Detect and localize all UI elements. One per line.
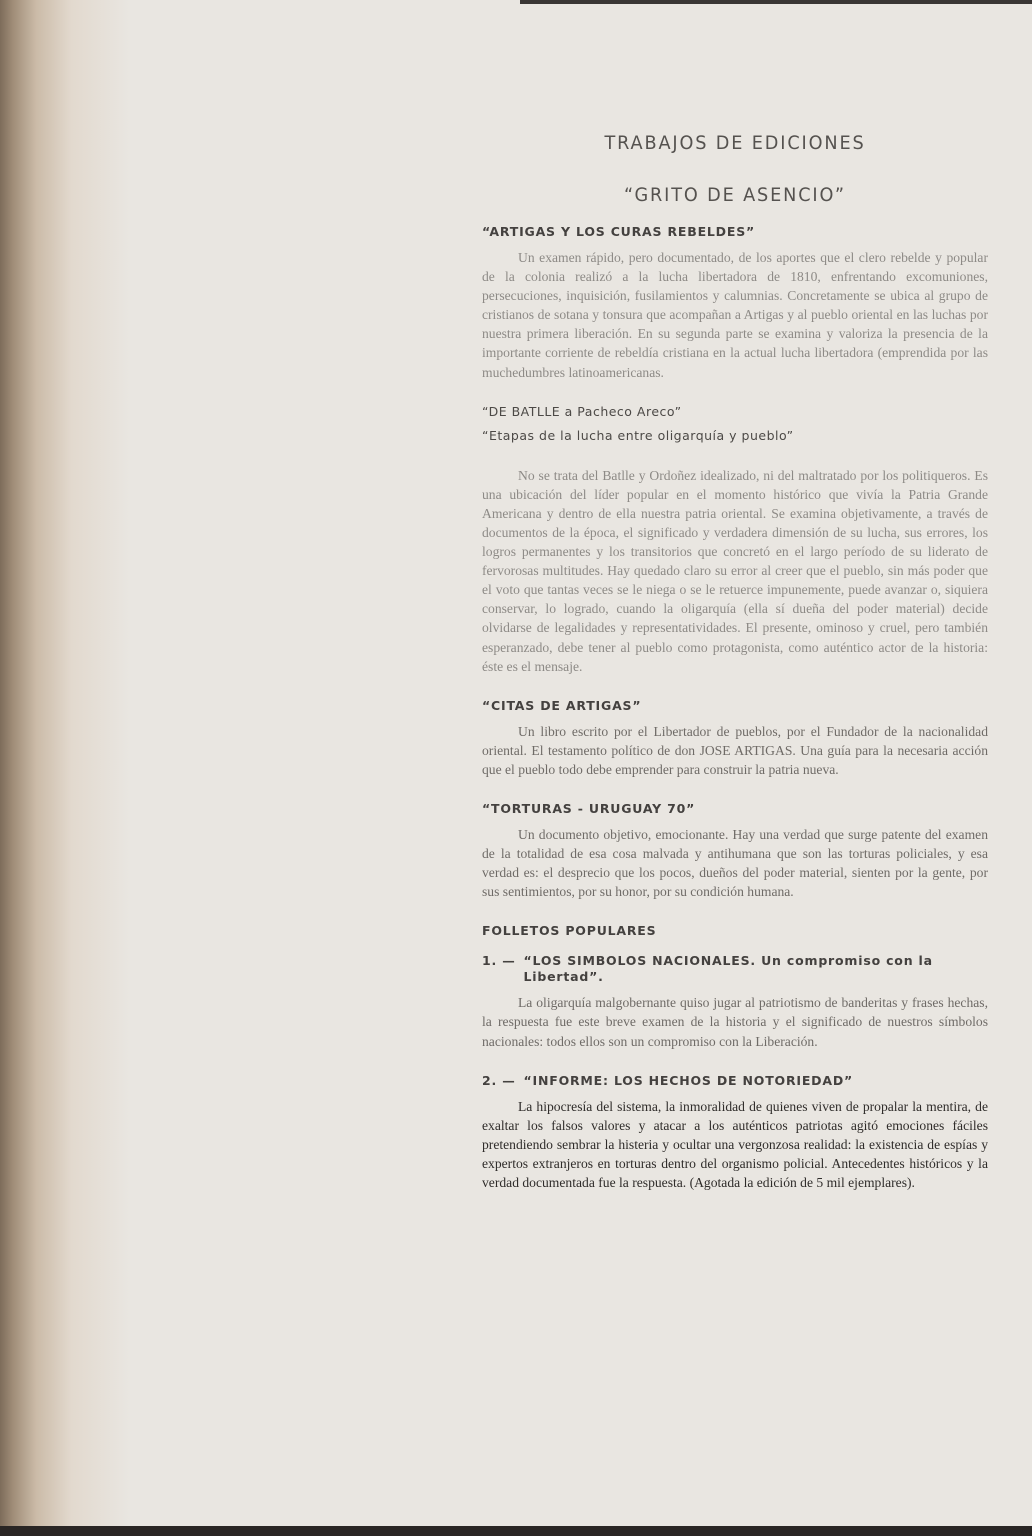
section-title: FOLLETOS POPULARES (482, 923, 657, 939)
section-body: No se trata del Batlle y Ordoñez idealizado, ni del maltratado por los politiqueros. Es una ubicación del líder popular en el momento histórico que vivía la Patria Grande Americana y dentro de ella nuestra patria oriental. Se examina objetivamente, a través de documentos de la época, el significado y verdadera dimensión de su lucha, sus errores, los logros permanentes y los transitorios que concretó en el largo período de su liderato de fervorosas multitudes. Hay quedado claro su error al creer que el pueblo, sin más poder que el voto que tantas veces se le niega o se le retuerce impunemente, puede avanzar o, siquiera conservar, lo logrado, cuando la oligarquía (ella sí dueña del poder material) decide olvidarse de legalidades y representatividades. El presente, ominoso y cruel, pero también esperanzado, debe tener al pueblo como protagonista, como auténtico actor de la historia: éste es el mensaje. (482, 467, 988, 674)
section-body: Un examen rápido, pero documentado, de los aportes que el clero rebelde y popular de la colonia realizó a la lucha libertadora de 1810, enfrentando excomuniones, persecuciones, inquisición, fusilamientos y calumnias. Concretamente se ubica al grupo de cristianos de sotana y tonsura que acompañan a Artigas y al pueblo oriental en las luchas por nuestra primera liberación. En su segunda parte se examina y valoriza la presencia de la importante corriente de rebeldía cristiana en la actual lucha libertadora (emprendida por las muchedumbres latinoamericanas. (482, 250, 988, 380)
book-binding-shadow (0, 0, 130, 1536)
page-title: TRABAJOS DE EDICIONES (604, 132, 866, 154)
list-item-title: “LOS SIMBOLOS NACIONALES. Un compromiso con la Libertad”. (523, 953, 933, 985)
section-batlle-pacheco (482, 404, 988, 676)
list-item-number: 1. — (482, 953, 516, 969)
section-body: Un libro escrito por el Libertador de pueblos, por el Fundador de la nacionalidad oriental. El testamento político de don JOSE ARTIGAS. Una guía para la necesaria acción que el pueblo todo debe emprender para construir la patria nueva. (482, 723, 988, 777)
section-body: Un documento objetivo, emocionante. Hay una verdad que surge patente del examen de la totalidad de esa cosa malvada y antihumana que son las torturas policiales, y esa verdad es: el desprecio que los pocos, dueños del poder material, sienten por la gente, por sus sentimientos, por su honor, por su condición humana. (482, 826, 988, 900)
list-item (482, 1073, 988, 1192)
list-item-number: 2. — (482, 1072, 516, 1088)
list-item-title: “INFORME: LOS HECHOS DE NOTORIEDAD” (523, 1072, 854, 1088)
list-item-body: La hipocresía del sistema, la inmoralidad de quienes viven de propalar la mentira, de exaltar los falsos valores y atacar a los auténticos patriotas agitó emociones fáciles pretendiendo sembrar la histeria y ocultar una vergonzosa realidad: la existencia de espías y expertos extranjeros en torturas dentro del organismo policial. Antecedentes históricos y la verdad documentada fue la respuesta. (Agotada la edición de 5 mil ejemplares). (482, 1098, 988, 1190)
section-artigas-curas (482, 224, 988, 382)
list-item-body: La oligarquía malgobernante quiso jugar al patriotismo de banderitas y frases hechas, la respuesta fue este breve examen de la historia y el significado de nuestros símbolos nacionales: todos ellos son un compromiso con la Liberación. (482, 995, 988, 1049)
section-title: “CITAS DE ARTIGAS” (482, 697, 642, 713)
section-title: “ARTIGAS Y LOS CURAS REBELDES” (482, 224, 756, 239)
section-torturas (482, 801, 988, 901)
list-item (482, 953, 988, 1050)
document-page (482, 128, 988, 1192)
section-title: “TORTURAS - URUGUAY 70” (482, 800, 696, 816)
section-title: “DE BATLLE a Pacheco Areco” (482, 403, 682, 419)
section-folletos (482, 923, 988, 1192)
page-subtitle: “GRITO DE ASENCIO” (624, 184, 846, 206)
section-citas (482, 698, 988, 779)
section-subtitle: “Etapas de la lucha entre oligarquía y pueblo” (482, 427, 794, 443)
bottom-edge-rule (0, 1526, 1032, 1536)
top-edge-rule (520, 0, 1032, 4)
